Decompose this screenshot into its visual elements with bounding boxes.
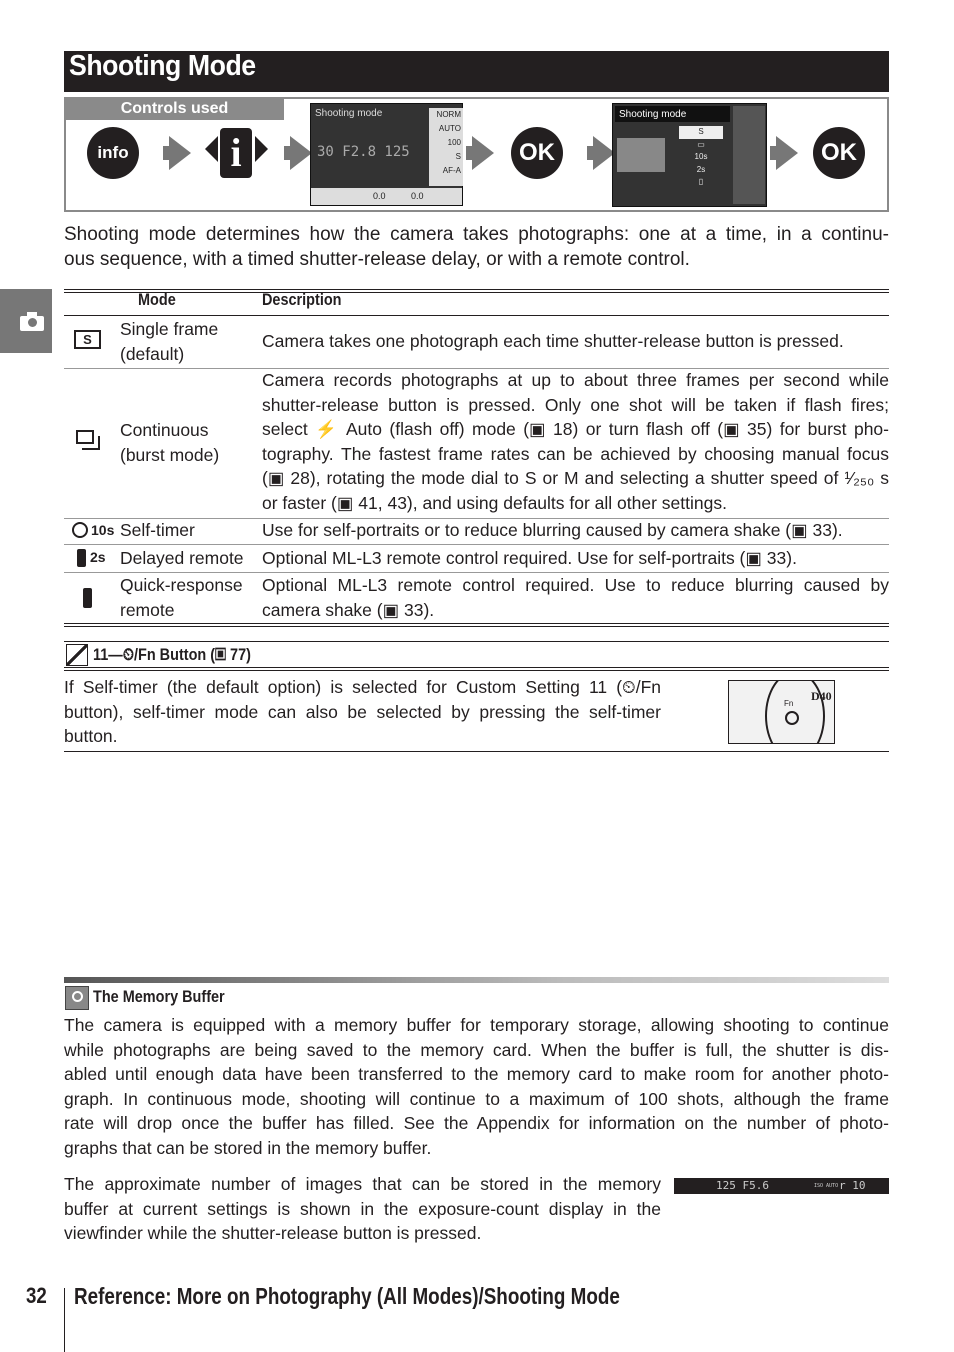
controls-label: Controls used bbox=[65, 98, 284, 120]
delayed-remote-icon-text: 2s bbox=[90, 549, 106, 565]
menu-title: Shooting mode bbox=[619, 109, 687, 120]
mode-quick-response: Quick-response remote bbox=[120, 575, 243, 620]
note2-body: The camera is equipped with a memory buffer for temporary storage, allowing shooting to continue while photographs are being saved to the memory card. When the buffer is full, the shutter is dis- abled until enough data have been transferred to the memory card to make room for another photo- graph. In continuous mode, shooting will continue to a maximum of 100 shots, although the frame rate will drop once the buffer has filled. See the Appendix for information on the number of photo- graphs that can be stored in the memory buffer. bbox=[64, 1015, 889, 1158]
info-button-text: info bbox=[97, 143, 129, 162]
arrow-right-icon bbox=[290, 136, 312, 170]
quick-response-remote-icon bbox=[83, 588, 92, 608]
desc-quick-response: Optional ML-L3 remote control required. Use to reduce blurring caused by camera shake (▣ 33). bbox=[262, 575, 889, 620]
arrow-right-icon bbox=[472, 136, 494, 170]
memory-buffer-rule bbox=[64, 977, 889, 983]
note-rule bbox=[64, 670, 889, 671]
page-number: 32 bbox=[26, 1283, 47, 1308]
self-timer-icon bbox=[72, 522, 88, 538]
info-display-screen bbox=[310, 103, 463, 206]
mode-single-frame: Single frame (default) bbox=[120, 319, 219, 364]
intro-paragraph bbox=[64, 222, 889, 272]
desc-continuous: Camera records photographs at up to about three frames per second while shutter-release button is pressed. Only one shot will be taken if flash fires; select ⚡ Auto (flash off) mode (▣ 18) or turn flash off (▣ 35) for burst pho- tography. The fastest frame rates can be achieved by choosing manual focus (▣ 28), rotating the mode dial to S or M and selecting a shutter speed of ¹⁄₂₅₀ s or faster (▣ 41, 43), and using defaults for all other settings. bbox=[262, 370, 889, 513]
arrow-right-icon bbox=[776, 136, 798, 170]
menu-item: S bbox=[679, 126, 723, 139]
note-rule bbox=[64, 641, 889, 642]
desc-single-frame: Camera takes one photograph each time shutter-release button is pressed. bbox=[262, 331, 844, 351]
desc-delayed-remote: Optional ML-L3 remote control required. Use for self-portraits (▣ 33). bbox=[262, 548, 797, 568]
continuous-icon-back bbox=[82, 436, 100, 450]
bottom-value: 0.0 bbox=[411, 191, 424, 201]
note-rule-bottom bbox=[64, 751, 889, 752]
table-rule-top bbox=[64, 289, 889, 290]
header-mode: Mode bbox=[138, 290, 176, 309]
screen-title: Shooting mode bbox=[315, 108, 383, 119]
note2-body2: The approximate number of images that can be stored in the memory buffer at current settings is shown in the exposure-count display in the viewfinder while the shutter-release button is pressed. bbox=[64, 1174, 661, 1244]
menu-thumbnail bbox=[617, 138, 665, 172]
ok-text: OK bbox=[821, 139, 857, 166]
info-button-icon bbox=[87, 127, 139, 179]
delayed-remote-icon bbox=[77, 549, 86, 567]
mode-self-timer: Self-timer bbox=[120, 520, 195, 540]
menu-item: 2s bbox=[696, 164, 706, 174]
menu-item: 10s bbox=[694, 152, 708, 161]
arrow-right-small-icon bbox=[255, 136, 268, 162]
table-rule bbox=[64, 315, 889, 316]
screen-side-panel bbox=[429, 108, 463, 186]
menu-item: ▭ bbox=[697, 139, 705, 149]
ok-text: OK bbox=[519, 139, 555, 166]
self-timer-button-illustration bbox=[728, 680, 835, 744]
bottom-value: 0.0 bbox=[373, 191, 386, 201]
camera-lens-icon bbox=[28, 318, 37, 327]
footer-section-title: Reference: More on Photography (All Modes)/Shooting Mode bbox=[74, 1283, 620, 1309]
side-item: AUTO bbox=[438, 124, 461, 133]
arrow-left-small-icon bbox=[205, 136, 218, 162]
table-rule bbox=[64, 544, 889, 545]
screen-readout: 30 F2.8 125 bbox=[317, 144, 410, 160]
intro-line: Shooting mode determines how the camera takes photographs: one at a time, in a continu- bbox=[64, 224, 889, 245]
viewfinder-count: r 10 bbox=[839, 1179, 866, 1192]
magnifier-note-icon bbox=[65, 986, 89, 1010]
side-item: NORM bbox=[436, 110, 461, 119]
self-timer-button bbox=[785, 711, 799, 725]
note1-body: If Self-timer (the default option) is selected for Custom Setting 11 (⏲/Fn button), self-timer mode can also be selected by pressing the self-timer button. bbox=[64, 677, 661, 747]
menu-list bbox=[679, 126, 723, 189]
side-item: 100 bbox=[447, 138, 461, 147]
footer-divider bbox=[64, 1288, 65, 1352]
shooting-mode-menu-screen bbox=[612, 103, 767, 207]
note2-heading: The Memory Buffer bbox=[93, 987, 225, 1006]
viewfinder-display bbox=[674, 1178, 889, 1194]
camera-model-label: D40 bbox=[811, 689, 832, 703]
single-frame-icon bbox=[74, 330, 101, 349]
table-rule-bottom bbox=[64, 623, 889, 624]
mode-delayed-remote: Delayed remote bbox=[120, 548, 244, 568]
i-button-text: i bbox=[230, 130, 242, 175]
screen-bottom-bar bbox=[311, 188, 462, 205]
table-rule-top2 bbox=[64, 292, 889, 293]
menu-title-bar bbox=[615, 106, 730, 122]
intro-line: ous sequence, with a timed shutter-release delay, or with a remote control. bbox=[64, 249, 690, 270]
header-description: Description bbox=[262, 290, 342, 309]
table-rule-bottom2 bbox=[64, 626, 889, 627]
menu-side-panel bbox=[733, 106, 765, 204]
fn-label: Fn bbox=[784, 699, 794, 708]
pencil-stroke-icon bbox=[66, 644, 88, 666]
desc-self-timer: Use for self-portraits or to reduce blurring caused by camera shake (▣ 33). bbox=[262, 520, 843, 540]
side-item: S bbox=[455, 152, 461, 161]
ok-button-icon bbox=[511, 127, 563, 179]
note-rule bbox=[64, 667, 889, 668]
page-title: Shooting Mode bbox=[69, 50, 256, 82]
note1-heading: 11—⏲/Fn Button (▣ 77) bbox=[93, 645, 251, 664]
arrow-right-icon bbox=[169, 136, 191, 170]
i-button-icon bbox=[220, 128, 252, 178]
viewfinder-iso: ISO AUTO bbox=[814, 1183, 839, 1189]
self-timer-icon-text: 10s bbox=[91, 522, 115, 538]
mode-continuous: Continuous (burst mode) bbox=[120, 420, 220, 465]
side-item: AF-A bbox=[442, 166, 461, 175]
single-frame-icon-text: S bbox=[83, 332, 92, 347]
menu-item: ▯ bbox=[698, 177, 704, 186]
ok-button-icon bbox=[813, 127, 865, 179]
viewfinder-readout: 125 F5.6 bbox=[716, 1179, 769, 1192]
